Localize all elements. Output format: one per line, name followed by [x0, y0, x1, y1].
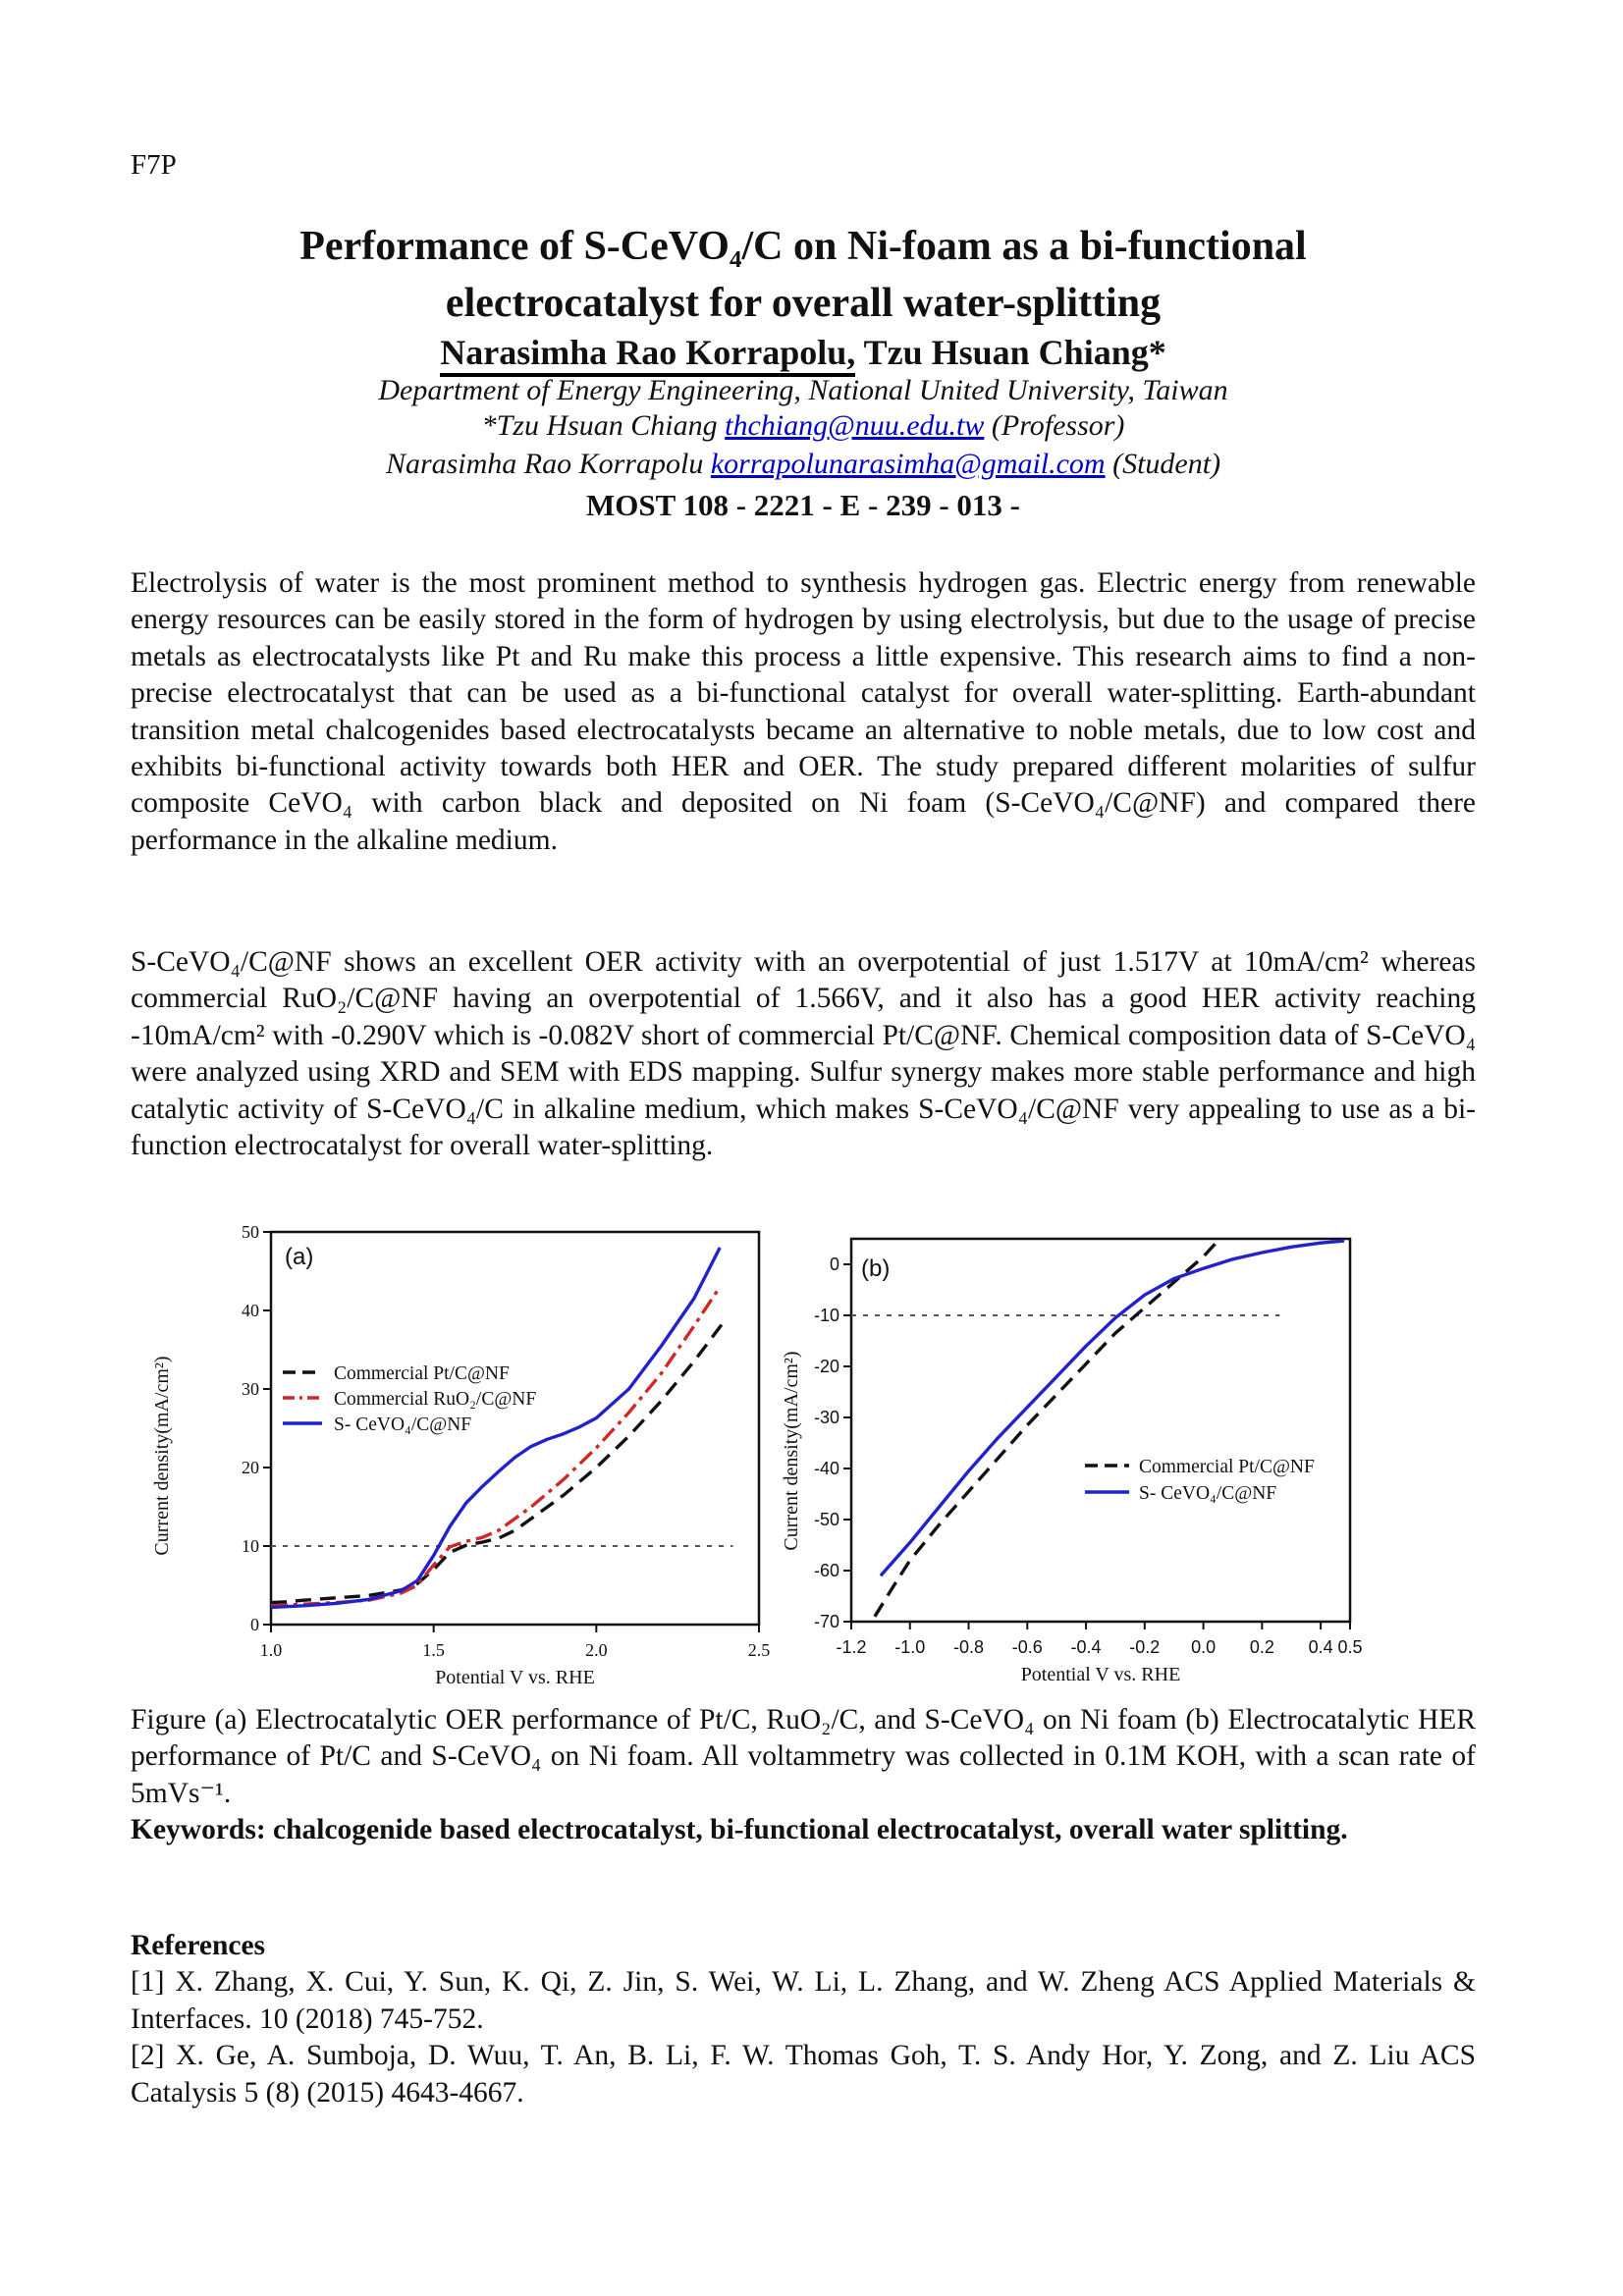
professor-email-link[interactable]: thchiang@nuu.edu.tw — [725, 409, 985, 442]
student-role: (Student) — [1105, 448, 1221, 480]
series-commercial-pt-c-nf — [271, 1318, 727, 1603]
figure-caption-block — [131, 1702, 1476, 1849]
title-line-1: Performance of S-CeVO₄/C on Ni-foam as a bi-functional — [299, 224, 1307, 269]
x-tick-label: -0.8 — [953, 1637, 985, 1657]
y-tick-label: 50 — [242, 1222, 259, 1242]
legend-label: S- CeVO₄/C@NF — [1139, 1483, 1277, 1504]
y-tick-label: -20 — [813, 1357, 839, 1376]
student-name: Narasimha Rao Korrapolu — [385, 448, 711, 480]
y-tick-label: -40 — [813, 1459, 839, 1478]
panel-label: (a) — [285, 1244, 314, 1270]
x-tick-label: -0.4 — [1070, 1637, 1102, 1657]
y-tick-label: 40 — [242, 1301, 259, 1320]
author-name-underlined: Narasimha Rao Korrapolu, — [440, 333, 855, 377]
reference-item: [2] X. Ge, A. Sumboja, D. Wuu, T. An, B. Li, F. W. Thomas Goh, T. S. Andy Hor, Y. Zong, and Z. Liu ACS Catalysis 5 (8) (2015) 4643-4667. — [131, 2040, 1476, 2109]
title-line-2: electrocatalyst for overall water-splitting — [445, 281, 1162, 326]
legend-label: S- CeVO₄/C@NF — [334, 1415, 472, 1435]
y-tick-label: 0 — [829, 1255, 839, 1274]
author-rest: Tzu Hsuan Chiang* — [855, 333, 1166, 372]
authors-line — [131, 332, 1476, 373]
y-tick-label: 30 — [242, 1379, 259, 1399]
x-tick-label: 1.5 — [422, 1640, 445, 1660]
y-tick-label: 20 — [242, 1458, 259, 1477]
x-tick-label: -1.0 — [894, 1637, 926, 1657]
page-code: F7P — [131, 149, 177, 181]
y-tick-label: -70 — [813, 1612, 839, 1631]
contact-professor-line — [131, 409, 1476, 443]
x-tick-label: 1.0 — [259, 1640, 283, 1660]
series-commercial-ruo-c-nf — [271, 1287, 720, 1606]
y-axis-label: Current density(mA/cm²) — [781, 1351, 802, 1551]
x-tick-label: 0.4 — [1308, 1637, 1333, 1657]
legend-label: Commercial Pt/C@NF — [334, 1363, 510, 1384]
affiliation: Department of Energy Engineering, National United University, Taiwan — [378, 374, 1228, 406]
abstract-paragraph-2: S-CeVO₄/C@NF shows an excellent OER activity with an overpotential of just 1.517V at 10mA/cm² whereas commercial RuO₂/C@NF having an overpotential of 1.566V, and it also has a good HER activity reaching -10mA/cm² with -0.290V which is -0.082V short of commercial Pt/C@NF. Chemical composition data of S-CeVO₄ were analyzed using XRD and SEM with EDS mapping. Sulfur synergy makes more stable performance and high catalytic activity of S-CeVO₄/C in alkaline medium, which makes S-CeVO₄/C@NF very appealing to use as a bi-function electrocatalyst for overall water-splitting. — [131, 946, 1476, 1162]
keywords-line: Keywords: chalcogenide based electrocatalyst, bi-functional electrocatalyst, overall water splitting. — [131, 1814, 1348, 1846]
legend-label: Commercial RuO₂/C@NF — [334, 1389, 537, 1410]
series-commercial-pt-c-nf — [875, 1244, 1216, 1617]
grant-code: MOST 108 - 2221 - E - 239 - 013 - — [585, 488, 1021, 522]
references-heading: References — [131, 1930, 266, 1961]
y-axis-label: Current density(mA/cm²) — [151, 1356, 173, 1556]
series-s-cevo-c-nf — [881, 1241, 1344, 1575]
y-tick-label: 10 — [242, 1536, 259, 1556]
reference-item: [1] X. Zhang, X. Cui, Y. Sun, K. Qi, Z. Jin, S. Wei, W. Li, L. Zhang, and W. Zheng ACS Applied Materials & Interfaces. 10 (2018) 745-752. — [131, 1966, 1476, 2035]
x-tick-label: 2.0 — [585, 1640, 608, 1660]
professor-name: *Tzu Hsuan Chiang — [481, 409, 726, 442]
y-tick-label: -30 — [813, 1408, 839, 1427]
student-email-link[interactable]: korrapolunarasimha@gmail.com — [710, 448, 1106, 480]
y-tick-label: -50 — [813, 1510, 839, 1529]
abstract-paragraph-1: Electrolysis of water is the most prominent method to synthesis hydrogen gas. Electric energy from renewable energy resources can be easily stored in the form of hydrogen by using electrolysis, but due to the usage of precise metals as electrocatalysts like Pt and Ru make this process a little expensive. This research aims to find a non- precise electrocatalyst that can be used as a bi-functional catalyst for overall water-splitting. Earth-abundant transition metal chalcogenides based electrocatalysts became an alternative to noble metals, due to low cost and exhibits bi-functional activity towards both HER and OER. The study prepared different molarities of sulfur composite CeVO₄ with carbon black and deposited on Ni foam (S-CeVO₄/C@NF) and compared there performance in the alkaline medium. — [131, 567, 1476, 856]
x-tick-label: -0.6 — [1011, 1637, 1043, 1657]
x-axis-label: Potential V vs. RHE — [1020, 1664, 1181, 1685]
x-tick-label: 2.5 — [747, 1640, 771, 1660]
x-tick-label: -0.2 — [1129, 1637, 1161, 1657]
x-tick-label: 0.5 — [1337, 1637, 1363, 1657]
legend-label: Commercial Pt/C@NF — [1139, 1457, 1315, 1477]
oer-chart — [131, 1220, 818, 1691]
figure-caption: Figure (a) Electrocatalytic OER performance of Pt/C, RuO₂/C, and S-CeVO₄ on Ni foam (b) Electrocatalytic HER performance of Pt/C and S-CeVO₄ on Ni foam. All voltammetry was collected in 0.1M KOH, with a scan rate of 5mVs⁻¹. — [131, 1704, 1476, 1809]
plot-frame — [851, 1239, 1350, 1622]
page-title — [131, 218, 1476, 332]
x-tick-label: 0.2 — [1249, 1637, 1274, 1657]
her-chart — [766, 1220, 1453, 1691]
y-tick-label: 0 — [250, 1615, 259, 1634]
x-axis-label: Potential V vs. RHE — [435, 1667, 595, 1688]
references-section — [131, 1928, 1476, 2111]
x-tick-label: 0.0 — [1191, 1637, 1217, 1657]
x-tick-label: -1.2 — [836, 1637, 867, 1657]
professor-role: (Professor) — [984, 409, 1125, 442]
y-tick-label: -60 — [813, 1561, 839, 1580]
panel-label: (b) — [861, 1255, 891, 1282]
y-tick-label: -10 — [813, 1306, 839, 1325]
contact-student-line — [131, 448, 1476, 481]
